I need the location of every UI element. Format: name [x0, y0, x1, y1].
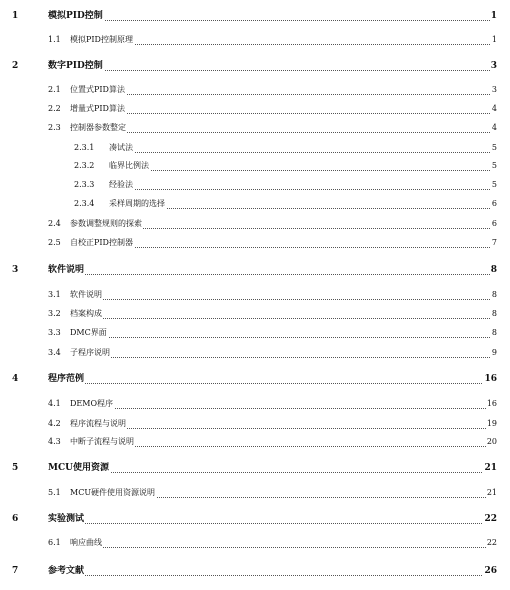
toc-entry[interactable]	[0, 306, 510, 322]
dot-leader	[82, 131, 496, 133]
toc-entry-title[interactable]: 增量式PID算法	[70, 101, 126, 117]
toc-entry-page[interactable]: 5	[491, 158, 497, 174]
toc-entry[interactable]	[0, 511, 510, 527]
toc-entry-number: 4.2	[48, 419, 61, 428]
toc-entry-number: 2.3.4	[74, 199, 95, 208]
dot-leader	[82, 227, 496, 229]
toc-entry[interactable]	[0, 371, 510, 387]
toc-entry-number: 4.3	[48, 437, 61, 446]
toc-entry[interactable]	[0, 8, 510, 24]
dot-leader	[60, 471, 496, 473]
toc-entry-title[interactable]: 位置式PID算法	[70, 82, 126, 98]
toc-entry-title[interactable]: 模拟PID控制原理	[70, 32, 134, 48]
toc-entry-number: 2	[12, 61, 19, 71]
dot-leader	[60, 522, 496, 524]
dot-leader	[60, 382, 496, 384]
toc-entry-title[interactable]: 参数调整规则的探索	[70, 216, 143, 232]
toc-entry-number: 2.5	[48, 238, 61, 247]
toc-entry-page[interactable]: 19	[486, 416, 497, 432]
toc-entry-title[interactable]: 程序流程与说明	[70, 416, 127, 432]
toc-entry[interactable]	[0, 101, 510, 117]
dot-leader	[82, 298, 496, 300]
toc-entry-title[interactable]: 档案构成	[70, 306, 103, 322]
toc-entry-number: 2.3.1	[74, 143, 95, 152]
toc-entry-number: 7	[12, 566, 19, 576]
toc-entry-page[interactable]: 5	[491, 177, 497, 193]
toc-entry[interactable]	[0, 58, 510, 74]
toc-entry-page[interactable]: 9	[491, 345, 497, 361]
toc-entry-title[interactable]: 临界比例法	[109, 158, 150, 174]
toc-entry-page[interactable]: 5	[491, 140, 497, 156]
toc-entry-page[interactable]: 8	[490, 262, 497, 278]
toc-entry-number: 2.3.2	[74, 161, 95, 170]
dot-leader	[60, 574, 496, 576]
toc-entry-page[interactable]: 22	[486, 535, 497, 551]
toc-entry-title[interactable]: 自校正PID控制器	[70, 235, 134, 251]
toc-entry-page[interactable]: 3	[491, 82, 497, 98]
toc-entry[interactable]	[0, 120, 510, 136]
dot-leader	[82, 445, 496, 447]
toc-entry-title[interactable]: 经验法	[109, 177, 134, 193]
dot-leader	[82, 93, 496, 95]
toc-entry-title[interactable]: 子程序说明	[70, 345, 111, 361]
toc-entry-page[interactable]: 22	[483, 511, 497, 527]
dot-leader	[60, 19, 496, 21]
toc-entry-page[interactable]: 8	[491, 287, 497, 303]
toc-entry-title[interactable]: 实验测试	[48, 511, 85, 527]
toc-entry-title[interactable]: 响应曲线	[70, 535, 103, 551]
toc-entry-title[interactable]: 程序范例	[48, 371, 85, 387]
toc-entry[interactable]	[0, 563, 510, 579]
toc-entry-number: 2.1	[48, 85, 61, 94]
toc-entry-page[interactable]: 7	[491, 235, 497, 251]
toc-entry-number: 1.1	[48, 35, 61, 44]
dot-leader	[60, 69, 496, 71]
toc-entry-title[interactable]: 参考文献	[48, 563, 85, 579]
toc-entry[interactable]	[0, 177, 510, 193]
toc-entry-number: 3.4	[48, 348, 61, 357]
dot-leader	[82, 427, 496, 429]
toc-entry-page[interactable]: 8	[491, 306, 497, 322]
toc-entry[interactable]	[0, 460, 510, 476]
toc-entry-page[interactable]: 26	[483, 563, 497, 579]
toc-entry[interactable]	[0, 196, 510, 212]
toc-entry-page[interactable]: 4	[491, 120, 497, 136]
toc-entry[interactable]	[0, 216, 510, 232]
toc-entry[interactable]	[0, 287, 510, 303]
dot-leader	[82, 43, 496, 45]
toc-entry-number: 3	[12, 265, 19, 275]
dot-leader	[82, 336, 496, 338]
toc-entry-number: 3.2	[48, 309, 61, 318]
toc-entry-title[interactable]: 模拟PID控制	[48, 8, 104, 24]
toc-entry-title[interactable]: 采样周期的选择	[109, 196, 166, 212]
dot-leader	[82, 546, 496, 548]
toc-entry[interactable]	[0, 32, 510, 48]
toc-entry[interactable]	[0, 345, 510, 361]
toc-entry-number: 2.3.3	[74, 180, 95, 189]
toc-entry-number: 3.1	[48, 290, 61, 299]
toc-entry-page[interactable]: 8	[491, 325, 497, 341]
toc-entry-title[interactable]: 软件说明	[48, 262, 85, 278]
toc-entry-title[interactable]: 凑试法	[109, 140, 134, 156]
toc-entry-title[interactable]: 软件说明	[70, 287, 103, 303]
toc-entry[interactable]	[0, 82, 510, 98]
toc-entry-page[interactable]: 21	[486, 485, 497, 501]
toc-entry-title[interactable]: 中断子流程与说明	[70, 434, 135, 450]
dot-leader	[120, 151, 496, 153]
toc-entry-number: 5.1	[48, 488, 61, 497]
dot-leader	[82, 317, 496, 319]
toc-entry[interactable]	[0, 262, 510, 278]
toc-entry-number: 2.3	[48, 123, 61, 132]
toc-entry-page[interactable]: 1	[490, 8, 497, 24]
dot-leader	[82, 407, 496, 409]
toc-entry[interactable]	[0, 325, 510, 341]
toc-entry-title[interactable]: 数字PID控制	[48, 58, 104, 74]
dot-leader	[82, 246, 496, 248]
dot-leader	[120, 188, 496, 190]
toc-entry-page[interactable]: 4	[491, 101, 497, 117]
dot-leader	[82, 112, 496, 114]
dot-leader	[82, 356, 496, 358]
toc-entry-page[interactable]: 1	[491, 32, 497, 48]
toc-entry[interactable]	[0, 235, 510, 251]
toc-entry[interactable]	[0, 158, 510, 174]
toc-entry-page[interactable]: 6	[491, 216, 497, 232]
toc-entry-number: 4	[12, 374, 19, 384]
toc-entry-title[interactable]: MCU硬件使用资源说明	[70, 485, 156, 501]
dot-leader	[120, 207, 496, 209]
toc-entry-page[interactable]: 16	[483, 371, 497, 387]
toc-entry-page[interactable]: 21	[483, 460, 497, 476]
toc-entry-number: 2.4	[48, 219, 61, 228]
toc-entry-title[interactable]: MCU使用资源	[48, 460, 110, 476]
toc-entry[interactable]	[0, 140, 510, 156]
toc-entry-page[interactable]: 6	[491, 196, 497, 212]
toc-entry-page[interactable]: 3	[490, 58, 497, 74]
dot-leader	[60, 273, 496, 275]
toc-entry-number: 3.3	[48, 328, 61, 337]
toc-entry-page[interactable]: 16	[486, 396, 497, 412]
toc-entry[interactable]	[0, 434, 510, 450]
toc-entry-number: 5	[12, 463, 19, 473]
toc-entry[interactable]	[0, 535, 510, 551]
dot-leader	[120, 169, 496, 171]
toc-entry-number: 4.1	[48, 399, 61, 408]
toc-entry-page[interactable]: 20	[486, 434, 497, 450]
toc-entry-number: 2.2	[48, 104, 61, 113]
toc-entry[interactable]	[0, 396, 510, 412]
toc-entry-number: 6	[12, 514, 19, 524]
toc-entry-number: 6.1	[48, 538, 61, 547]
toc-entry-title[interactable]: 控制器参数整定	[70, 120, 127, 136]
toc-entry-title[interactable]: DEMO程序	[70, 396, 114, 412]
toc-entry-title[interactable]: DMC界面	[70, 325, 108, 341]
toc-entry[interactable]	[0, 485, 510, 501]
toc-entry[interactable]	[0, 416, 510, 432]
toc-entry-number: 1	[12, 11, 19, 21]
